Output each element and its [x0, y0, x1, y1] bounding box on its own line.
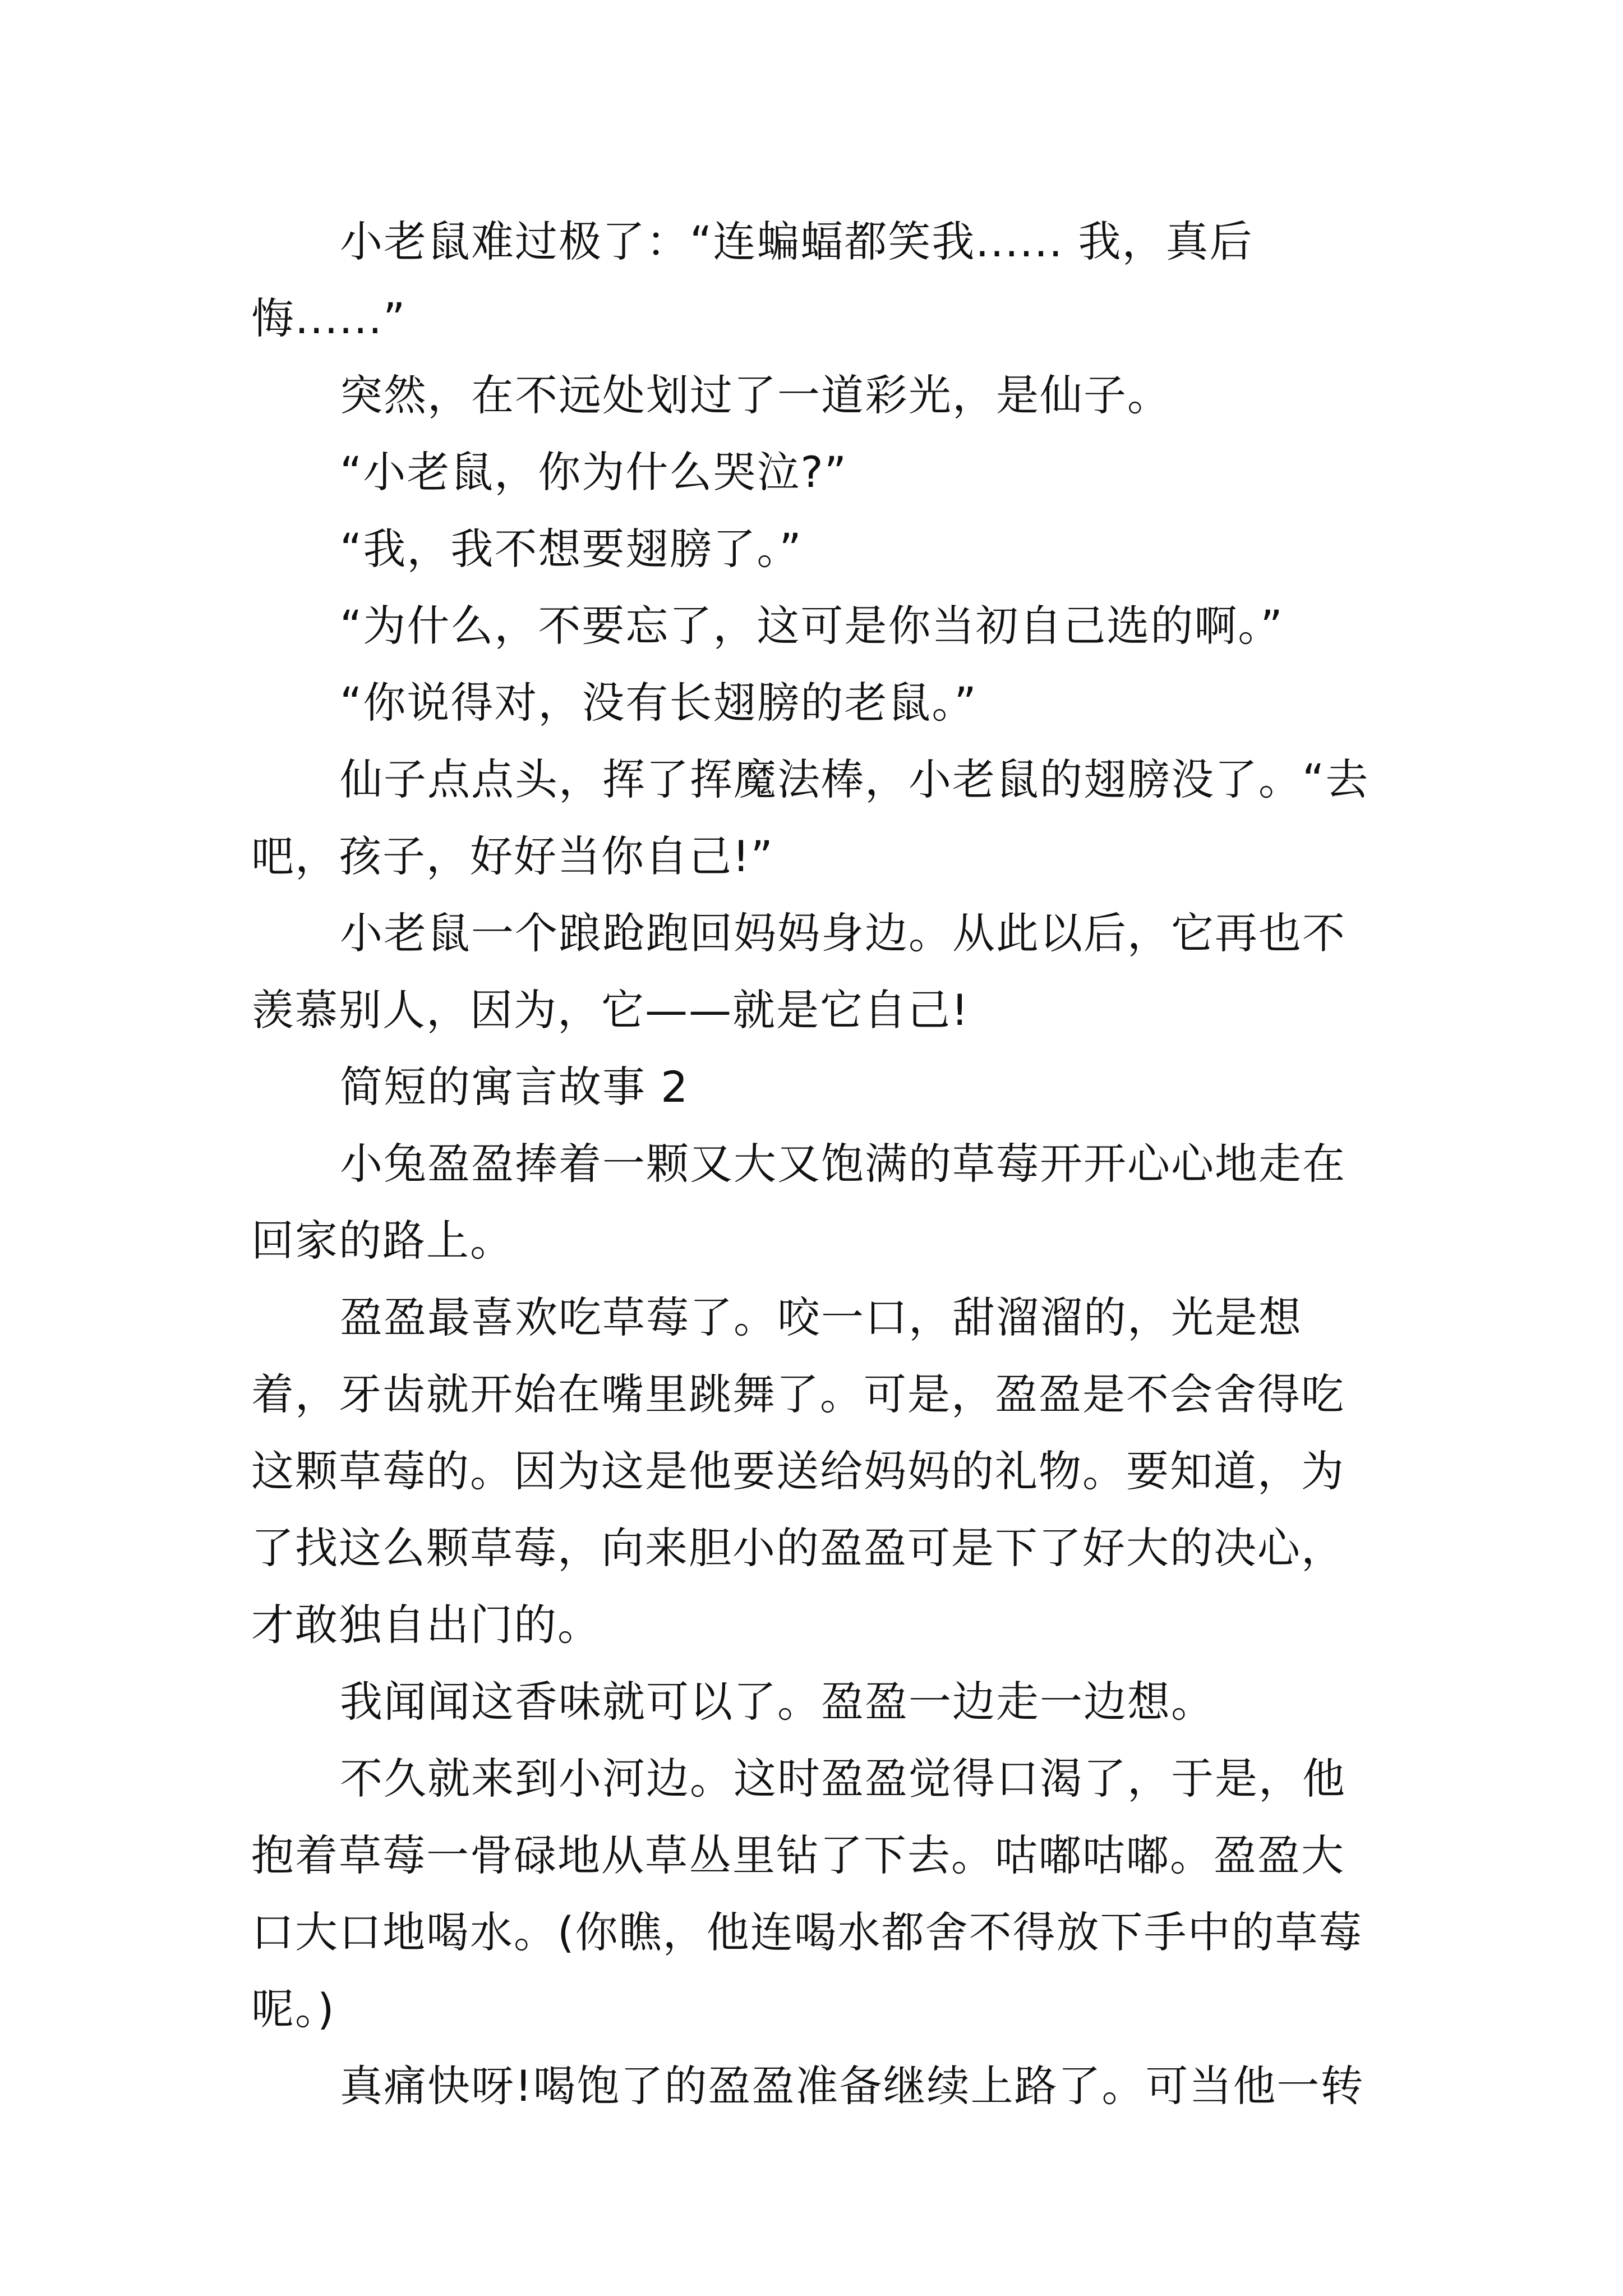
paragraph: 小兔盈盈捧着一颗又大又饱满的草莓开开心心地走在回家的路上。 — [251, 1139, 1346, 1266]
paragraph: “为什么，不要忘了，这可是你当初自己选的啊。” — [340, 601, 1284, 651]
paragraph: 小老鼠一个踉跄跑回妈妈身边。从此以后，它再也不羡慕别人，因为，它——就是它自己! — [251, 908, 1346, 1035]
paragraph: “我，我不想要翅膀了。” — [340, 524, 803, 574]
paragraph: 盈盈最喜欢吃草莓了。咬一口，甜溜溜的，光是想着，牙齿就开始在嘴里跳舞了。可是，盈盈是不会舍得吃这颗草莓的。因为这是他要送给妈妈的礼物。要知道，为了找这么颗草莓，向来胆小的盈盈可是下了好大的决心，才敢独自出门的。 — [251, 1292, 1345, 1650]
paragraph: 突然，在不远处划过了一道彩光，是仙子。 — [340, 370, 1171, 420]
paragraph: “小老鼠，你为什么哭泣?” — [340, 447, 848, 497]
paragraph: 我闻闻这香味就可以了。盈盈一边走一边想。 — [340, 1677, 1215, 1727]
paragraph: “你说得对，没有长翅膀的老鼠。” — [340, 678, 978, 728]
paragraph: 真痛快呀!喝饱了的盈盈准备继续上路了。可当他一转 — [340, 2061, 1364, 2111]
paragraph: 仙子点点头，挥了挥魔法棒，小老鼠的翅膀没了。“去吧，孩子，好好当你自己!” — [251, 754, 1370, 881]
paragraph: 不久就来到小河边。这时盈盈觉得口渴了，于是，他抱着草莓一骨碌地从草丛里钻了下去。咕嘟咕嘟。盈盈大口大口地喝水。(你瞧，他连喝水都舍不得放下手中的草莓呢。) — [251, 1754, 1363, 2034]
section-heading: 简短的寓言故事 2 — [340, 1062, 689, 1112]
paragraph: 小老鼠难过极了：“连蝙蝠都笑我...... 我，真后悔......” — [251, 217, 1253, 343]
story-text — [251, 203, 1378, 2124]
